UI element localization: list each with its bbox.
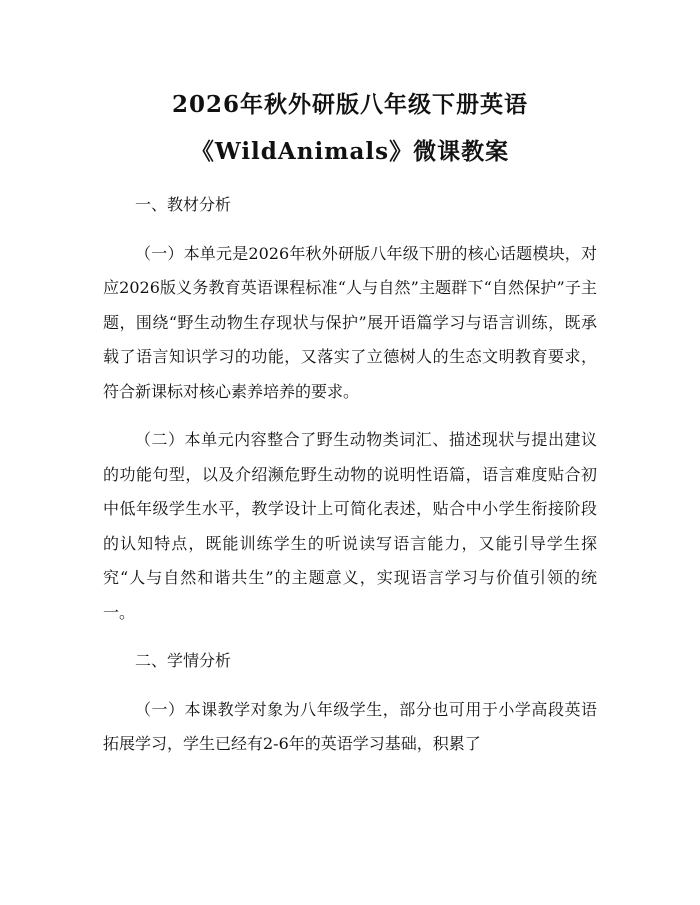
document-body (103, 188, 597, 776)
section-heading-textbook-analysis: 一、教材分析 (135, 195, 232, 214)
section-heading-learner-analysis: 二、学情分析 (135, 651, 232, 670)
document-title-line-1: 2026年秋外研版八年级下册英语 (171, 91, 528, 118)
paragraph: （二）本单元内容整合了野生动物类词汇、描述现状与提出建议的功能句型，以及介绍濒危野生动物的说明性语篇，语言难度贴合初中低年级学生水平，教学设计上可简化表述，贴合中小学生衔接阶段的认知特点，既能训练学生的听说读写语言能力，又能引导学生探究“人与自然和谐共生”的主题意义，实现语言学习与价值引领的统一。 (103, 430, 597, 622)
document-title-line-2: 《WildAnimals》微课教案 (190, 138, 510, 165)
paragraph: （一）本课教学对象为八年级学生，部分也可用于小学高段英语拓展学习，学生已经有2-6年的英语学习基础，积累了 (103, 699, 597, 753)
paragraph: （一）本单元是2026年秋外研版八年级下册的核心话题模块，对应2026版义务教育英语课程标准“人与自然”主题群下“自然保护”子主题，围绕“野生动物生存现状与保护”展开语篇学习与语言训练，既承载了语言知识学习的功能，又落实了立德树人的生态文明教育要求，符合新课标对核心素养培养的要求。 (103, 243, 597, 401)
